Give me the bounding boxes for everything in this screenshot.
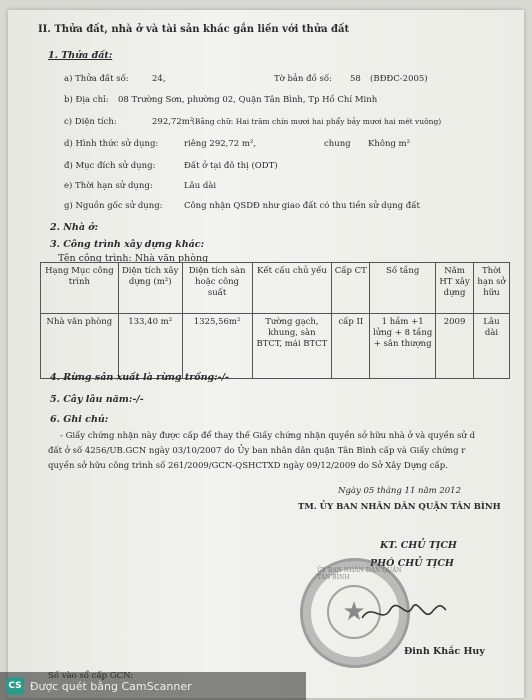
parcel-number: 24, xyxy=(152,74,166,84)
cell-ownership-term: Lâu dài xyxy=(474,314,510,379)
term-label: e) Thời hạn sử dụng: xyxy=(64,181,153,191)
note-line-1: - Giấy chứng nhận này được cấp để thay thế Giấy chứng nhận quyền sở hữu nhà ở và quyền sử d xyxy=(60,431,476,441)
header-floors: Số tầng xyxy=(370,263,436,314)
construction-table xyxy=(40,262,510,379)
forest-line: 4. Rừng sản xuất là rừng trồng:-/- xyxy=(50,372,230,383)
land-heading: 1. Thửa đất: xyxy=(48,50,113,61)
cell-item: Nhà văn phòng xyxy=(41,314,119,379)
cell-year: 2009 xyxy=(436,314,474,379)
signing-date: Ngày 05 tháng 11 năm 2012 xyxy=(338,486,461,496)
header-structure: Kết cấu chủ yếu xyxy=(252,263,332,314)
table-row xyxy=(41,314,510,379)
cell-floor-area: 1325,56m² xyxy=(182,314,252,379)
cell-grade: cấp II xyxy=(332,314,370,379)
header-grade: Cấp CT xyxy=(332,263,370,314)
handwritten-signature xyxy=(358,598,448,628)
usage-shared-label: chung xyxy=(324,139,351,149)
address-value: 08 Trường Sơn, phường 02, Quận Tân Bình, Tp Hồ Chí Minh xyxy=(118,95,378,105)
header-build-area: Diện tích xây dựng (m²) xyxy=(118,263,182,314)
house-heading: 2. Nhà ở: xyxy=(50,222,99,233)
cell-build-area: 133,40 m² xyxy=(118,314,182,379)
seal-text: ỦY BAN NHÂN DÂN QUẬN TÂN BÌNH xyxy=(317,567,402,581)
cell-floors: 1 hầm +1 lửng + 8 tầng + sân thượng xyxy=(370,314,436,379)
construction-heading: 3. Công trình xây dựng khác: xyxy=(50,239,205,250)
section-title: II. Thửa đất, nhà ở và tài sản khác gắn liền với thửa đất xyxy=(38,24,350,35)
origin-label: g) Nguồn gốc sử dụng: xyxy=(64,201,163,211)
header-ownership-term: Thời hạn sở hữu xyxy=(474,263,510,314)
origin-value: Công nhận QSDĐ như giao đất có thu tiền sử dụng đất xyxy=(184,201,420,211)
address-label: b) Địa chỉ: xyxy=(64,95,109,105)
usage-private: riêng 292,72 m², xyxy=(184,139,257,149)
area-label: c) Diện tích: xyxy=(64,117,117,127)
map-sheet-number: 58 xyxy=(350,74,361,84)
map-sheet-label: Tờ bản đồ số: xyxy=(274,74,332,84)
signer-name: Đinh Khắc Huy xyxy=(404,646,485,657)
header-year: Năm HT xây dựng xyxy=(436,263,474,314)
camscanner-watermark xyxy=(0,672,306,700)
term-value: Lâu dài xyxy=(184,181,217,191)
perennial-line: 5. Cây lâu năm:-/- xyxy=(50,394,144,405)
header-item: Hạng Mục công trình xyxy=(41,263,119,314)
construction-name: Tên công trình: Nhà văn phòng xyxy=(58,253,209,264)
usage-form-label: d) Hình thức sử dụng: xyxy=(64,139,159,149)
signer-title: PHÓ CHỦ TỊCH xyxy=(370,558,454,569)
area-in-words: (Bằng chữ: Hai trăm chín mươi hai phẩy bảy mươi hai mét vuông) xyxy=(192,117,442,126)
note-line-2: đất ở số 4256/UB.GCN ngày 03/10/2007 do Ủy ban nhân dân quận Tân Bình cấp và Giấy chứng r xyxy=(48,446,466,456)
watermark-text: Được quét bằng CamScanner xyxy=(30,679,192,693)
header-floor-area: Diện tích sàn hoặc công suất xyxy=(182,263,252,314)
certificate-page xyxy=(8,10,524,698)
purpose-label: đ) Mục đích sử dụng: xyxy=(64,161,156,171)
area-value: 292,72m² xyxy=(152,117,194,127)
notes-heading: 6. Ghi chú: xyxy=(50,414,109,425)
signer-for: KT. CHỦ TỊCH xyxy=(380,540,457,551)
star-emblem-icon: ★ xyxy=(327,585,381,639)
camscanner-logo-icon: CS xyxy=(6,677,24,695)
note-line-3: quyền sở hữu công trình số 261/2009/GCN-QSHCTXD ngày 09/12/2009 do Sở Xây Dựng cấp. xyxy=(48,461,448,471)
usage-shared-value: Không m² xyxy=(368,139,411,149)
parcel-number-label: a) Thửa đất số: xyxy=(64,74,129,84)
cell-structure: Tường gạch, khung, sàn BTCT, mái BTCT xyxy=(252,314,332,379)
table-header-row xyxy=(41,263,510,314)
map-sheet-note: (BĐĐC-2005) xyxy=(370,74,428,84)
authority-name: TM. ỦY BAN NHÂN DÂN QUẬN TÂN BÌNH xyxy=(298,502,501,512)
purpose-value: Đất ở tại đô thị (ODT) xyxy=(184,161,278,171)
